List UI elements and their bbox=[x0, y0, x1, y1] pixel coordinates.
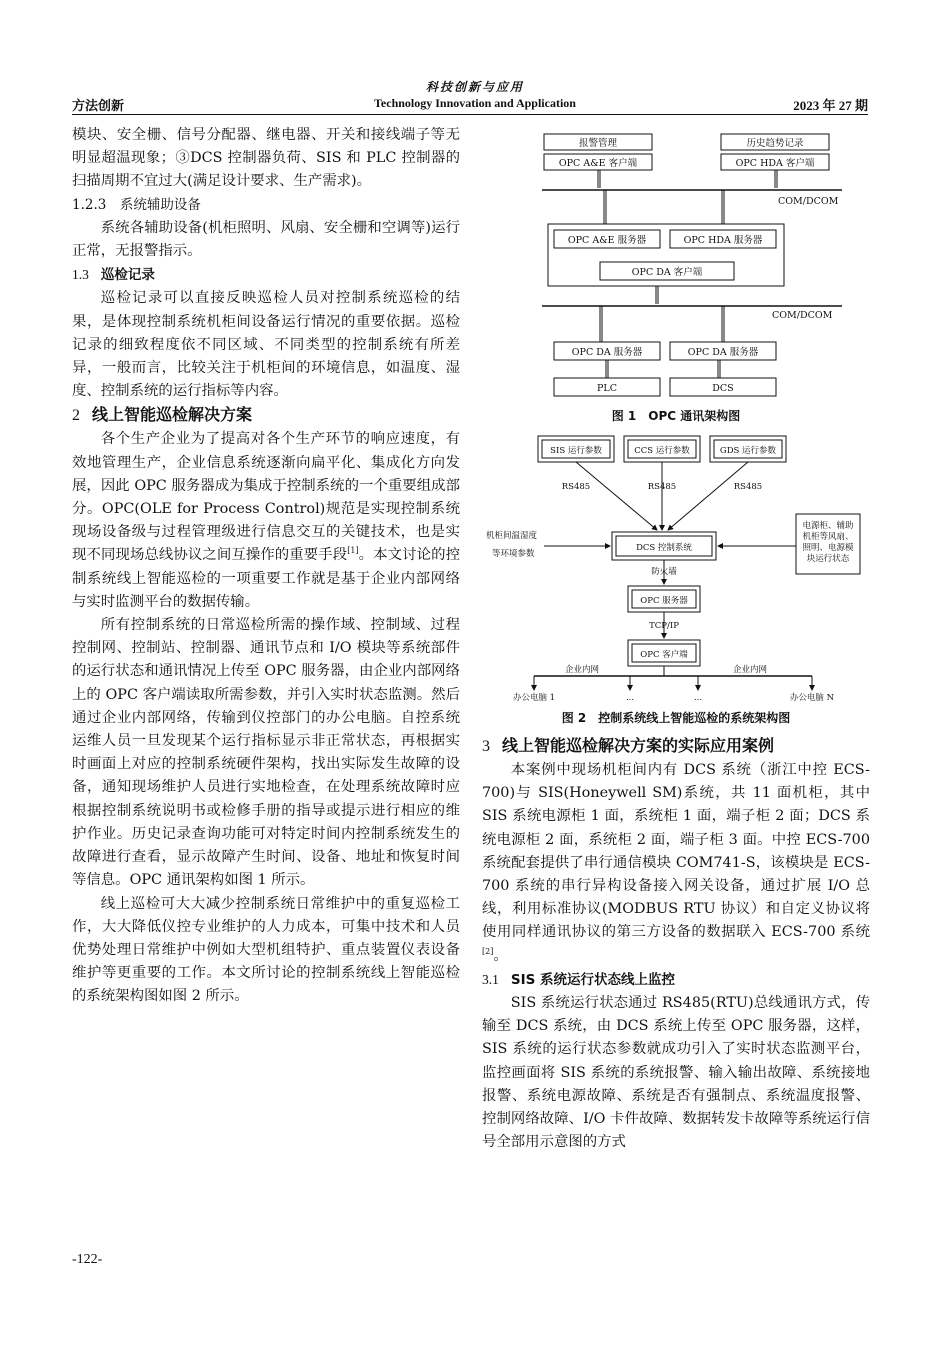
opc-server-box: OPC 服务器 bbox=[640, 596, 688, 606]
subsection-heading: 1.2.3 系统辅助设备 bbox=[72, 196, 201, 213]
paragraph bbox=[72, 428, 460, 614]
env-params-text: 机柜间温湿度 bbox=[486, 531, 538, 541]
journal-title-cn: 科技创新与应用 bbox=[425, 80, 524, 94]
heading-text: 线上智能巡检解决方案的实际应用案例 bbox=[502, 736, 775, 755]
right-column bbox=[482, 734, 870, 1154]
aux-status-text: 块运行状态 bbox=[806, 554, 850, 564]
intranet-label: 企业内网 bbox=[564, 665, 600, 675]
paragraph: 模块、安全栅、信号分配器、继电器、开关和接线端子等无明显超温现象；③DCS 控制器负荷、SIS 和 PLC 控制器的扫描周期不宜过大(满足设计要求、生产需求)。 bbox=[72, 127, 460, 190]
paragraph-text: 。本文讨论的控制系统线上智能巡检的一项重要工作就是基于企业内部网络与实时监测平台的数据传输。 bbox=[72, 547, 460, 610]
tcpip-label: TCP/IP bbox=[649, 621, 679, 631]
figure-2-system-architecture bbox=[482, 432, 870, 732]
aux-status-text: 电源柜、辅助 bbox=[802, 521, 854, 531]
rs485-label: RS485 bbox=[647, 482, 677, 492]
citation: [1] bbox=[347, 546, 359, 556]
aux-status-text: 照明、电源模 bbox=[802, 543, 854, 553]
figure-1-opc-architecture bbox=[482, 128, 870, 428]
gds-params-box: GDS 运行参数 bbox=[719, 446, 777, 456]
paragraph-text: 各个生产企业为了提高对各个生产环节的响应速度，有效地管理生产，企业信息系统逐渐向扁平化、集成化方向发展，因此 OPC 服务器成为集成于控制系统的一个重要组成部分。OPC(OLE for Process Control)规范是实现控制系统现场设备级与过程管理级进行信息交互的关键技术，也是实现不同现场总线协议之间互操作的重要手段 bbox=[72, 431, 460, 564]
section-heading bbox=[72, 403, 460, 428]
paragraph-text: 本案例中现场机柜间内有 DCS 系统（浙江中控 ECS-700)与 SIS(Honeywell SM)系统，共 11 面机柜，其中 SIS 系统电源柜 1 面，系统柜 1 面，端子柜 2 面；DCS 系统电源柜 2 面，系统柜 2 面，端子柜 3 面。中控 ECS-700 系统配套提供了串行通信模块 COM741-S，该模块是 ECS-700 系统的串行异构设备接入网关设备，通过扩展 I/O 总线，利用标准协议(MODBUS RTU 协议）和自定义协议将使用同样通讯协议的第三方设备的数据联入 ECS-700 系统 bbox=[482, 762, 870, 941]
section-heading bbox=[482, 734, 870, 759]
section-name: 方法创新 bbox=[72, 99, 125, 114]
da-client-box: OPC DA 客户端 bbox=[631, 267, 703, 278]
heading-text: SIS 系统运行状态线上监控 bbox=[510, 971, 676, 988]
com-dcom-label: COM/DCOM bbox=[772, 310, 833, 321]
rs485-label: RS485 bbox=[561, 482, 591, 492]
issue-label: 2023 年 27 期 bbox=[793, 98, 868, 113]
hda-client-box: OPC HDA 客户端 bbox=[735, 158, 815, 169]
da-server-box: OPC DA 服务器 bbox=[687, 347, 759, 358]
heading-number: 3 bbox=[482, 738, 490, 755]
office-pc-label: 办公电脑 1 bbox=[512, 693, 556, 703]
heading-text: 线上智能巡检解决方案 bbox=[92, 405, 253, 425]
left-column bbox=[72, 124, 460, 1009]
ae-client-box: OPC A&E 客户端 bbox=[558, 158, 638, 169]
heading-number: 3.1 bbox=[482, 971, 499, 987]
env-params-text: 等环境参数 bbox=[492, 549, 535, 559]
paragraph: SIS 系统运行状态通过 RS485(RTU)总线通讯方式，传输至 DCS 系统，由 DCS 系统上传至 OPC 服务器，这样，SIS 系统的运行状态参数就成功引入了实时状态监测平台，监控画面将 SIS 系统的系统报警、输入输出故障、系统接地报警、系统电源故障、系统是否有强制点、系统温度报警、控制网络故障、I/O 卡件故障、数据转发卡故障等系统运行信号全部用示意图的方式 bbox=[482, 995, 870, 1151]
plc-box: PLC bbox=[597, 383, 617, 394]
paragraph bbox=[482, 759, 870, 968]
ccs-params-box: CCS 运行参数 bbox=[634, 446, 690, 456]
heading-number: 1.3 bbox=[72, 267, 89, 283]
ellipsis-label: ... bbox=[693, 693, 703, 703]
header-rule bbox=[72, 114, 868, 115]
history-trend-box: 历史趋势记录 bbox=[746, 138, 804, 149]
page-number: -122- bbox=[72, 1252, 103, 1267]
paragraph: 线上巡检可大大减少控制系统日常维护中的重复巡检工作，大大降低仪控专业维护的人力成本，可集中技术和人员优势处理日常维护中例如大型机组特护、重点装置仪表设备维护等更重要的工作。本文所讨论的控制系统线上智能巡检的系统架构图如图 2 所示。 bbox=[72, 895, 460, 1005]
da-server-box: OPC DA 服务器 bbox=[571, 347, 643, 358]
subsection-heading bbox=[482, 968, 870, 992]
heading-number: 2 bbox=[72, 407, 80, 425]
journal-title-en: Technology Innovation and Application bbox=[374, 96, 576, 110]
paragraph-text: 。 bbox=[493, 947, 508, 964]
heading-text: 巡检记录 bbox=[100, 267, 155, 284]
dcs-box: DCS bbox=[712, 383, 734, 394]
opc-client-box: OPC 客户端 bbox=[640, 650, 688, 660]
rs485-label: RS485 bbox=[733, 482, 763, 492]
alarm-management-box: 报警管理 bbox=[578, 138, 618, 149]
figure-1-caption: 图 1 OPC 通讯架构图 bbox=[611, 409, 741, 423]
paragraph: 所有控制系统的日常巡检所需的操作域、控制域、过程控制网、控制站、控制器、通讯节点和 I/O 模块等系统部件的运行状态和通讯情况上传至 OPC 服务器，由企业内部网络上的 OPC 客户端读取所需参数，并引入实时状态监测。然后通过企业内部网络，传输到仪控部门的办公电脑。自控系统运维人员一旦发现某个运行指标显示非正常状态，再根据实时画面上对应的控制系统硬件架构，找出实际发生故障的设备，通知现场维护人员进行实地检查，在处理系统故障时应根据控制系统说明书或检修手册的指导或提示进行相应的维护作业。历史记录查询功能可对特定时间内控制系统发生的故障进行查看，显示故障产生时间、设备、地址和恢复时间等信息。OPC 通讯架构如图 1 所示。 bbox=[72, 617, 460, 889]
intranet-label: 企业内网 bbox=[732, 665, 768, 675]
subsection-heading bbox=[72, 263, 460, 287]
paragraph: 巡检记录可以直接反映巡检人员对控制系统巡检的结果，是体现控制系统机柜间设备运行情况的重要依据。巡检记录的细致程度依不同区域、不同类型的控制系统有所差异，一般而言，比较关注于机柜间的环境信息，如温度、湿度、控制系统的运行指标等内容。 bbox=[72, 290, 460, 400]
ellipsis-label: ... bbox=[625, 693, 635, 703]
ae-server-box: OPC A&E 服务器 bbox=[567, 235, 647, 246]
sis-params-box: SIS 运行参数 bbox=[550, 446, 602, 456]
citation: [2] bbox=[482, 946, 494, 956]
hda-server-box: OPC HDA 服务器 bbox=[683, 235, 763, 246]
office-pc-label: 办公电脑 N bbox=[789, 693, 835, 703]
figure-2-caption: 图 2 控制系统线上智能巡检的系统架构图 bbox=[561, 711, 791, 725]
aux-status-text: 机柜等风扇、 bbox=[802, 532, 854, 542]
paragraph: 系统各辅助设备(机柜照明、风扇、安全栅和空调等)运行正常，无报警指示。 bbox=[72, 219, 460, 260]
firewall-label: 防火墙 bbox=[651, 567, 677, 577]
dcs-control-box: DCS 控制系统 bbox=[636, 543, 692, 553]
com-dcom-label: COM/DCOM bbox=[778, 196, 839, 207]
